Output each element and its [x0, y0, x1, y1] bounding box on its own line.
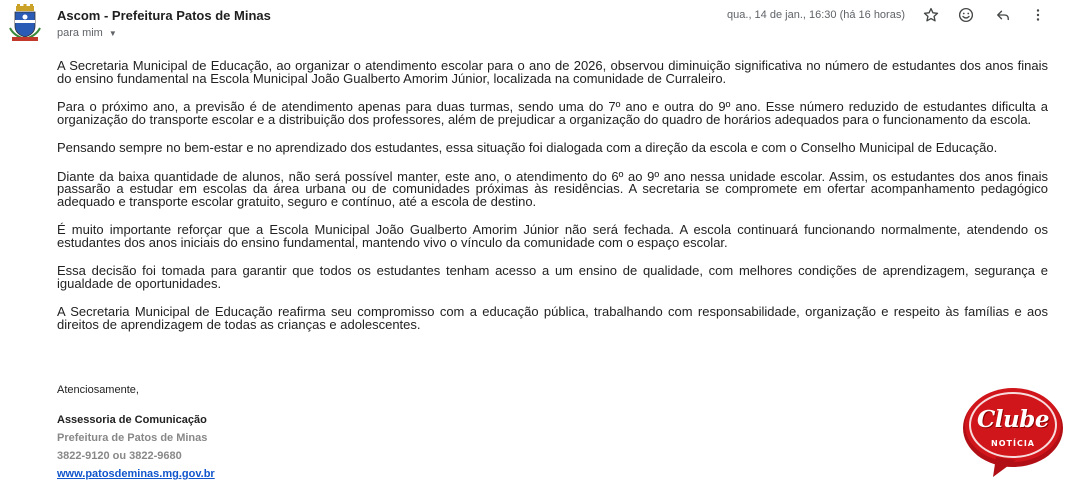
recipient-line[interactable]	[57, 27, 117, 39]
coat-of-arms-icon	[8, 4, 42, 42]
emoji-icon[interactable]	[954, 3, 978, 27]
sender-avatar[interactable]	[8, 4, 42, 42]
clube-noticia-logo	[960, 383, 1066, 479]
signature-closing: Atenciosamente,	[57, 384, 139, 396]
signature-city: Prefeitura de Patos de Minas	[57, 432, 208, 444]
chevron-down-icon[interactable]: ▼	[108, 28, 117, 38]
email-body	[57, 60, 1048, 347]
body-paragraph: Para o próximo ano, a previsão é de atendimento apenas para duas turmas, sendo uma do 7º ano e outra do 9º ano. Esse número reduzido de estudantes dificulta a organização do transporte escolar e a distribuição dos professores, além de prejudicar a organização do quadro de horários adequados para o funcionamento da escola.	[57, 99, 1048, 127]
signature-phones: 3822-9120 ou 3822-9680	[57, 450, 182, 462]
email-signature	[57, 381, 557, 483]
body-paragraph: Diante da baixa quantidade de alunos, não será possível manter, este ano, o atendimento do 6º ao 9º ano nessa unidade escolar. Assim, os estudantes dos anos finais passarão a estudar em escolas da área urbana ou de comunidades próximas às residências. A secretaria se compromete em ofertar acompanhamento pedagógico adequado e transporte escolar gratuito, seguro e contínuo, até a escola de destino.	[57, 168, 1048, 209]
body-paragraph: A Secretaria Municipal de Educação, ao organizar o atendimento escolar para o ano de 2026, observou diminuição significativa no número de estudantes dos anos finais do ensino fundamental na Escola Municipal João Gualberto Amorim Júnior, localizada na comunidade de Curraleiro.	[57, 58, 1048, 86]
body-paragraph: Pensando sempre no bem-estar e no aprendizado dos estudantes, essa situação foi dialogada com a direção da escola e com o Conselho Municipal de Educação.	[57, 140, 998, 155]
more-vert-icon[interactable]	[1026, 3, 1050, 27]
body-paragraph: Essa decisão foi tomada para garantir que todos os estudantes tenham acesso a um ensino de qualidade, com melhores condições de aprendizagem, segurança e igualdade de oportunidades.	[57, 263, 1048, 291]
signature-org: Assessoria de Comunicação	[57, 414, 207, 426]
logo-subtitle: NOTÍCIA	[991, 439, 1035, 448]
star-icon[interactable]	[919, 3, 943, 27]
reply-icon[interactable]	[991, 3, 1015, 27]
email-date: qua., 14 de jan., 16:30 (há 16 horas)	[727, 9, 905, 21]
body-paragraph: É muito importante reforçar que a Escola Municipal João Gualberto Amorim Júnior não será fechada. A escola continuará funcionando normalmente, atendendo os estudantes dos anos iniciais do ensino fundamental, mantendo vivo o vínculo da comunidade com o espaço escolar.	[57, 222, 1048, 250]
sender-name[interactable]: Ascom - Prefeitura Patos de Minas	[57, 8, 271, 23]
recipient-label: para mim	[57, 27, 103, 39]
signature-website-link[interactable]: www.patosdeminas.mg.gov.br	[57, 468, 215, 480]
logo-title: Clube	[977, 406, 1049, 433]
email-header	[0, 0, 1068, 48]
body-paragraph: A Secretaria Municipal de Educação reafirma seu compromisso com a educação pública, trabalhando com responsabilidade, organização e respeito às famílias e aos direitos de aprendizagem de todas as crianças e adolescentes.	[57, 304, 1048, 332]
